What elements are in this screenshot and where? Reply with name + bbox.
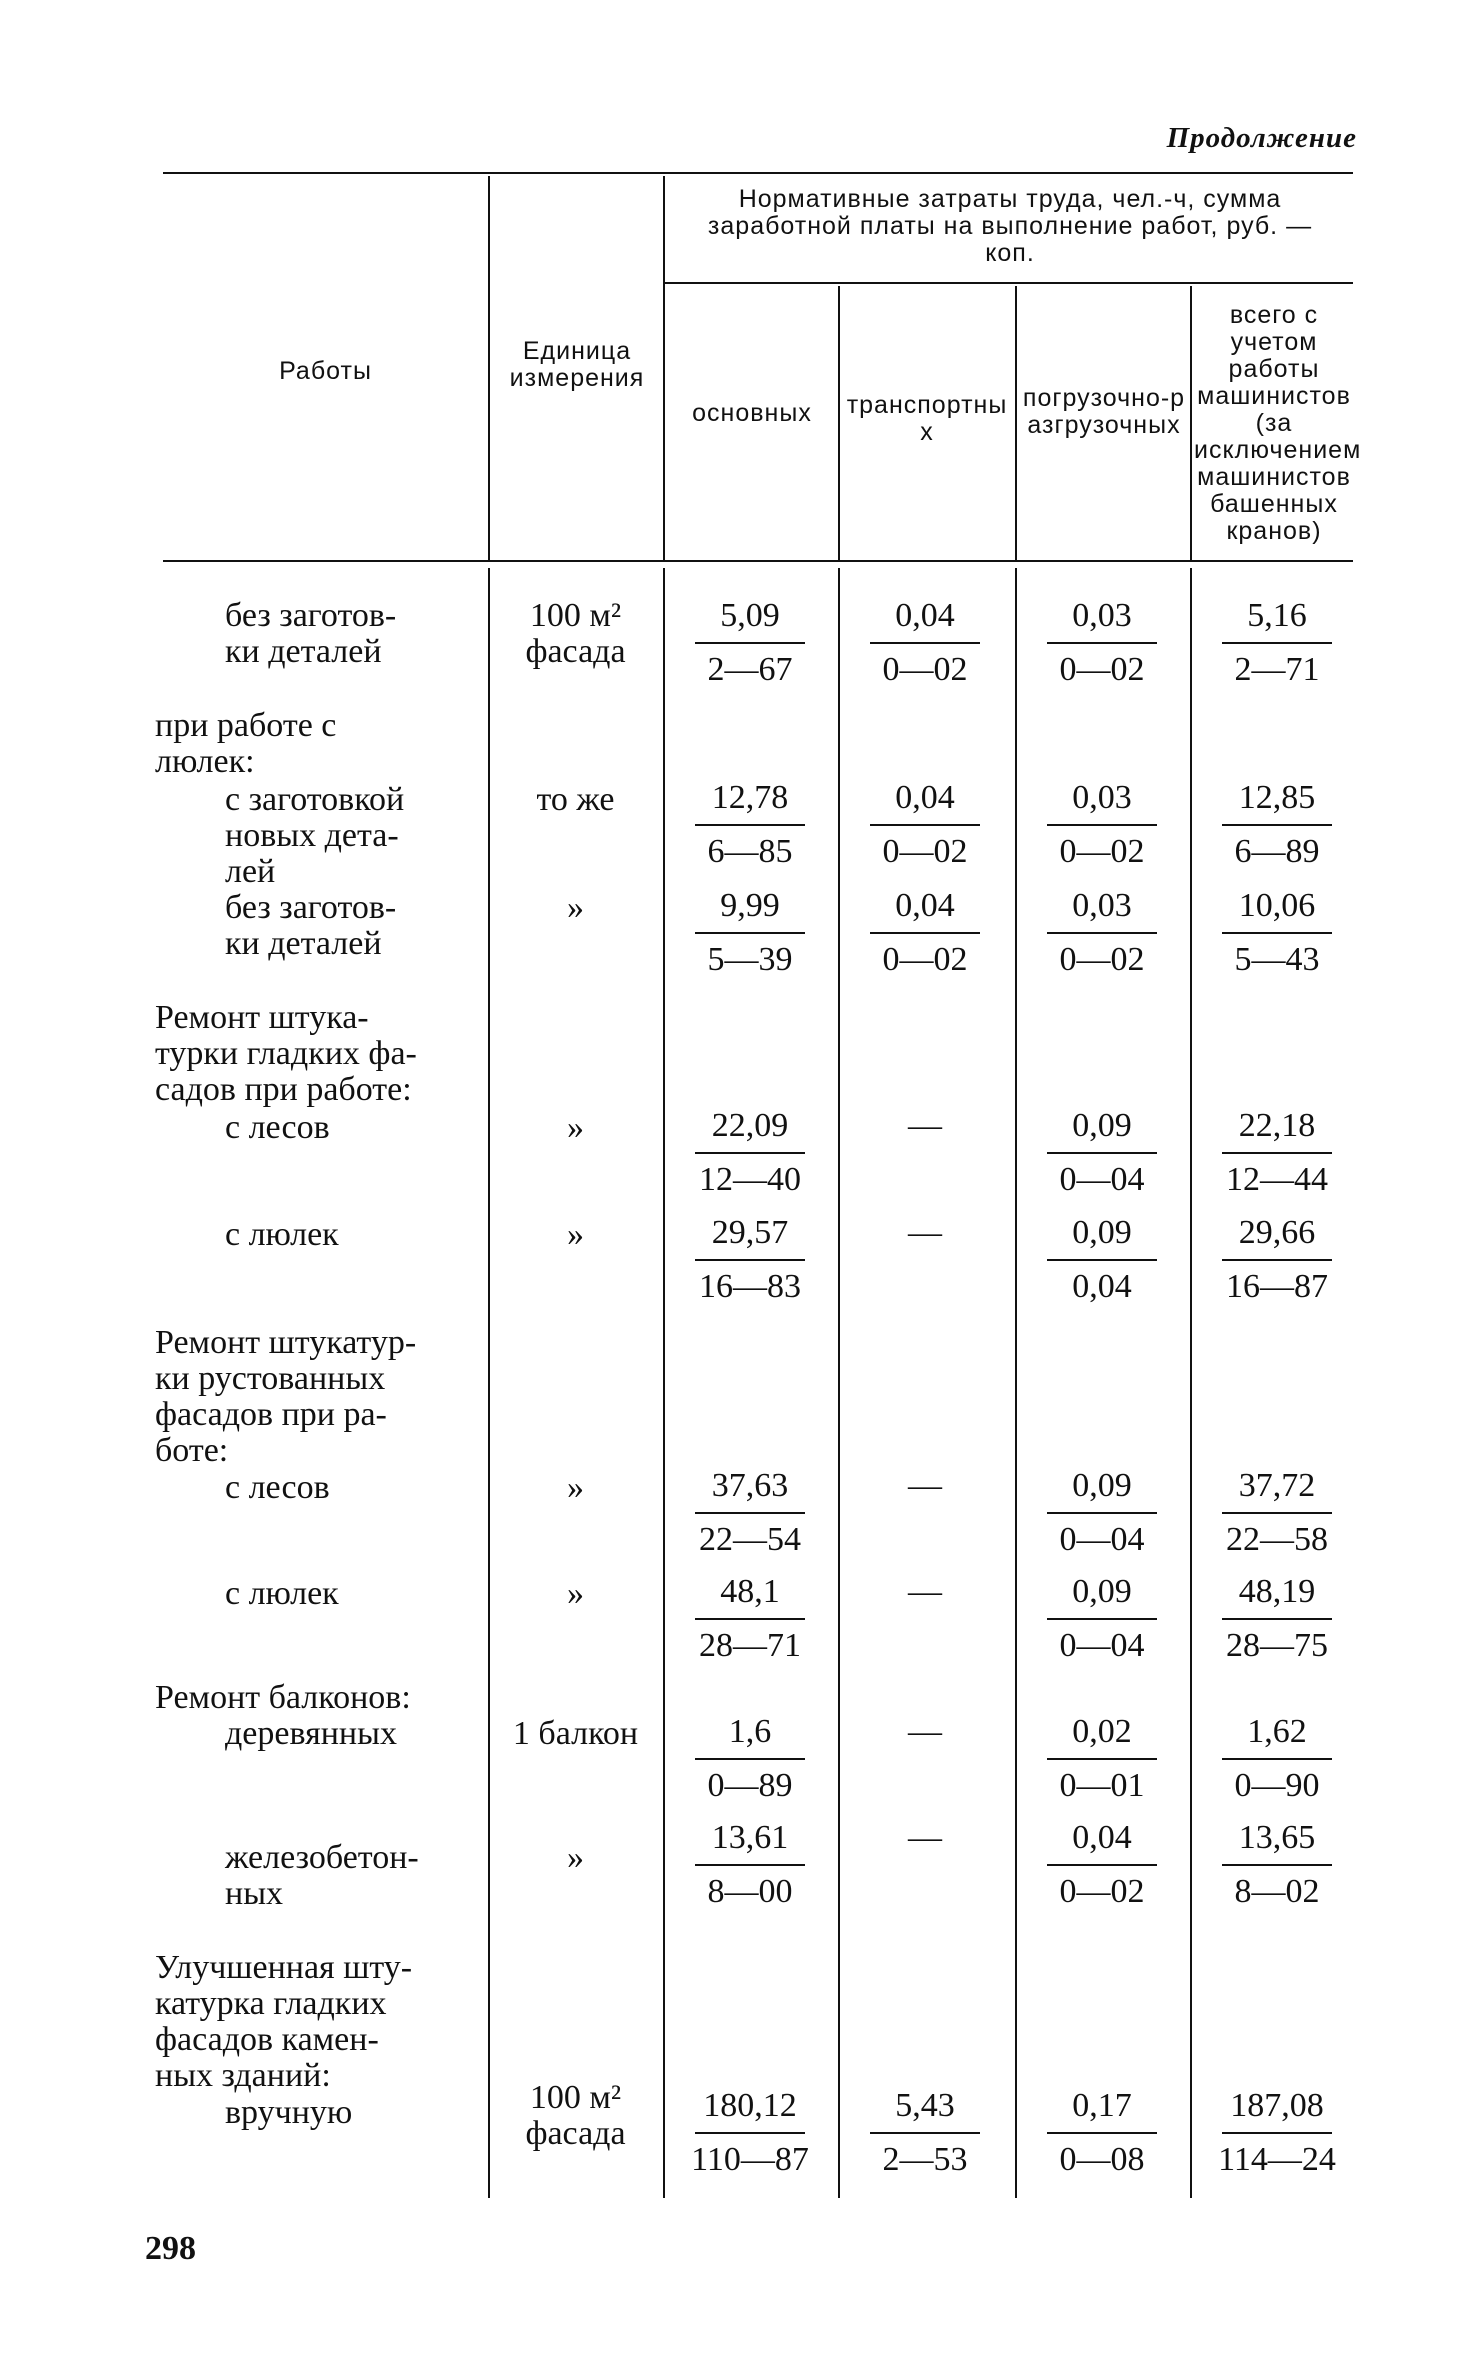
labor-hours: 37,72 xyxy=(1238,1467,1316,1504)
basic-value xyxy=(665,772,835,878)
wage-amount: 0—02 xyxy=(1059,833,1145,870)
wage-amount: 12—40 xyxy=(699,1161,801,1198)
loading-value xyxy=(1017,1460,1187,1566)
basic-value xyxy=(665,880,835,986)
transport-value xyxy=(840,2080,1010,2186)
labor-hours: 0,04 xyxy=(895,597,955,634)
labor-hours: 0,09 xyxy=(1072,1214,1132,1251)
wage-amount: 2—67 xyxy=(707,651,793,688)
col-rule-4 xyxy=(1015,286,1017,560)
header-transport: транспортных xyxy=(846,391,1008,446)
loading-value xyxy=(1017,772,1187,878)
labor-hours: 180,12 xyxy=(703,2087,797,2124)
transport-value: — xyxy=(908,1819,942,1856)
loading-value xyxy=(1017,590,1187,696)
labor-hours: 0,03 xyxy=(1072,597,1132,634)
labor-hours: 5,16 xyxy=(1247,597,1307,634)
wage-amount: 6—89 xyxy=(1234,833,1320,870)
labor-hours: 0,04 xyxy=(895,887,955,924)
wage-amount: 2—71 xyxy=(1234,651,1320,688)
total-value xyxy=(1192,2080,1362,2186)
top-rule xyxy=(163,172,1353,174)
loading-value xyxy=(1017,1706,1187,1812)
col-rule-2 xyxy=(663,176,665,560)
header-unit: Единица измерения xyxy=(509,337,645,392)
header-basic: основных xyxy=(692,399,812,427)
loading-value xyxy=(1017,880,1187,986)
wage-amount: 5—39 xyxy=(707,941,793,978)
labor-hours: 0,04 xyxy=(895,779,955,816)
col-rule-3 xyxy=(838,286,840,560)
transport-value: — xyxy=(908,1467,942,1504)
transport-value xyxy=(840,880,1010,986)
wage-amount: 0—02 xyxy=(882,941,968,978)
labor-hours: 48,1 xyxy=(720,1573,780,1610)
loading-value xyxy=(1017,1566,1187,1672)
labor-hours: 12,78 xyxy=(711,779,789,816)
work-line: железобетон- xyxy=(225,1839,419,1876)
header-sub-rule xyxy=(665,282,1353,284)
labor-hours: 5,09 xyxy=(720,597,780,634)
header-bottom-rule xyxy=(163,560,1353,562)
labor-hours: 12,85 xyxy=(1238,779,1316,816)
work-cell xyxy=(225,1716,475,1752)
work-line: с заготовкой xyxy=(225,781,405,818)
work-line: ки деталей xyxy=(225,633,382,670)
work-cell xyxy=(155,708,475,780)
wage-amount: 0—04 xyxy=(1059,1161,1145,1198)
basic-value xyxy=(665,1100,835,1206)
wage-amount: 22—58 xyxy=(1226,1521,1328,1558)
work-line: с люлек xyxy=(225,1575,339,1612)
wage-amount: 12—44 xyxy=(1226,1161,1328,1198)
work-cell xyxy=(225,2095,475,2131)
work-line: Ремонт штука- xyxy=(155,999,369,1036)
work-cell xyxy=(225,1840,475,1912)
wage-amount: 28—71 xyxy=(699,1627,801,1664)
labor-hours: 0,09 xyxy=(1072,1467,1132,1504)
basic-value xyxy=(665,1460,835,1566)
work-line: ных зданий: xyxy=(155,2057,331,2094)
work-line: с люлек xyxy=(225,1216,339,1253)
work-cell xyxy=(225,1217,475,1253)
work-line: без заготов- xyxy=(225,597,397,634)
wage-amount: 5—43 xyxy=(1234,941,1320,978)
transport-value: — xyxy=(908,1713,942,1750)
header-norm: Нормативные затраты труда, чел.-ч, сумма заработной платы на выполнение работ, руб. — коп. xyxy=(707,185,1313,267)
labor-hours: 5,43 xyxy=(895,2087,955,2124)
labor-hours: 1,62 xyxy=(1247,1713,1307,1750)
labor-hours: 13,61 xyxy=(711,1819,789,1856)
header-loading: погрузочно-разгрузочных xyxy=(1022,384,1186,439)
transport-value: — xyxy=(908,1214,942,1251)
loading-value xyxy=(1017,1207,1187,1313)
work-cell xyxy=(225,1110,475,1146)
labor-hours: 22,18 xyxy=(1238,1107,1316,1144)
total-value xyxy=(1192,1706,1362,1812)
work-line: с лесов xyxy=(225,1469,330,1506)
labor-hours: 0,09 xyxy=(1072,1573,1132,1610)
labor-hours: 22,09 xyxy=(711,1107,789,1144)
work-line: ки деталей xyxy=(225,925,382,962)
labor-hours: 29,66 xyxy=(1238,1214,1316,1251)
total-value xyxy=(1192,1566,1362,1672)
work-cell xyxy=(225,782,475,890)
wage-amount: 0—01 xyxy=(1059,1767,1145,1804)
work-cell xyxy=(225,1470,475,1506)
labor-hours: 1,6 xyxy=(728,1713,772,1750)
labor-hours: 37,63 xyxy=(711,1467,789,1504)
total-value xyxy=(1192,880,1362,986)
header-works: Работы xyxy=(279,357,372,385)
wage-amount: 6—85 xyxy=(707,833,793,870)
wage-amount: 0—02 xyxy=(882,651,968,688)
work-line: Ремонт балконов: xyxy=(155,1679,411,1716)
labor-hours: 0,02 xyxy=(1072,1713,1132,1750)
wage-amount: 28—75 xyxy=(1226,1627,1328,1664)
unit-cell: 1 балкон xyxy=(512,1715,639,1752)
wage-amount: 0—02 xyxy=(1059,1873,1145,1910)
wage-amount: 0,04 xyxy=(1072,1268,1132,1305)
work-line: ных xyxy=(225,1875,284,1912)
wage-amount: 2—53 xyxy=(882,2141,968,2178)
work-line: Ремонт штукатур- xyxy=(155,1324,417,1361)
wage-amount: 110—87 xyxy=(691,2141,809,2178)
work-cell xyxy=(155,1950,475,2094)
unit-cell: 100 м² фасада xyxy=(525,597,626,670)
wage-amount: 0—90 xyxy=(1234,1767,1320,1804)
total-value xyxy=(1192,772,1362,878)
basic-value xyxy=(665,1207,835,1313)
transport-value xyxy=(840,772,1010,878)
basic-value xyxy=(665,2080,835,2186)
wage-amount: 16—87 xyxy=(1226,1268,1328,1305)
labor-hours: 48,19 xyxy=(1238,1573,1316,1610)
work-line: Улучшенная шту- xyxy=(155,1949,413,1986)
wage-amount: 114—24 xyxy=(1218,2141,1336,2178)
work-cell xyxy=(155,1680,475,1716)
labor-hours: 0,03 xyxy=(1072,779,1132,816)
work-cell xyxy=(225,1576,475,1612)
basic-value xyxy=(665,1812,835,1918)
work-line: катурка гладких xyxy=(155,1985,387,2022)
work-line: деревянных xyxy=(225,1715,397,1752)
wage-amount: 16—83 xyxy=(699,1268,801,1305)
loading-value xyxy=(1017,1100,1187,1206)
wage-amount: 8—00 xyxy=(707,1873,793,1910)
unit-cell: » xyxy=(567,1575,584,1612)
labor-hours: 0,04 xyxy=(1072,1819,1132,1856)
labor-hours: 9,99 xyxy=(720,887,780,924)
header-total: всего с учетом работы машинистов (за исключением машинистов башенных кранов) xyxy=(1194,301,1362,545)
work-line: при работе с xyxy=(155,707,337,744)
labor-hours: 0,17 xyxy=(1072,2087,1132,2124)
unit-cell: » xyxy=(567,1839,584,1876)
labor-hours: 187,08 xyxy=(1230,2087,1324,2124)
work-line: вручную xyxy=(225,2094,353,2131)
transport-value xyxy=(840,590,1010,696)
unit-cell: » xyxy=(567,1109,584,1146)
unit-cell: то же xyxy=(536,781,615,818)
work-cell xyxy=(225,598,475,670)
wage-amount: 0—02 xyxy=(882,833,968,870)
wage-amount: 0—89 xyxy=(707,1767,793,1804)
loading-value xyxy=(1017,1812,1187,1918)
total-value xyxy=(1192,1812,1362,1918)
labor-hours: 10,06 xyxy=(1238,887,1316,924)
total-value xyxy=(1192,1460,1362,1566)
loading-value xyxy=(1017,2080,1187,2186)
basic-value xyxy=(665,1566,835,1672)
work-line: с лесов xyxy=(225,1109,330,1146)
unit-cell: » xyxy=(567,1216,584,1253)
wage-amount: 0—02 xyxy=(1059,941,1145,978)
wage-amount: 0—02 xyxy=(1059,651,1145,688)
work-line: без заготов- xyxy=(225,889,397,926)
page-number: 298 xyxy=(145,2230,196,2267)
transport-value: — xyxy=(908,1573,942,1610)
wage-amount: 0—08 xyxy=(1059,2141,1145,2178)
unit-cell: 100 м² фасада xyxy=(525,2079,626,2152)
labor-hours: 0,09 xyxy=(1072,1107,1132,1144)
basic-value xyxy=(665,590,835,696)
transport-value: — xyxy=(908,1107,942,1144)
labor-hours: 0,03 xyxy=(1072,887,1132,924)
total-value xyxy=(1192,1207,1362,1313)
unit-cell: » xyxy=(567,1469,584,1506)
col-rule-1 xyxy=(488,176,490,560)
unit-cell: » xyxy=(567,889,584,926)
work-cell xyxy=(225,890,475,962)
col-rule-5 xyxy=(1190,286,1192,560)
work-line: фасадов камен- xyxy=(155,2021,379,2058)
work-line: ки рустованных xyxy=(155,1360,386,1397)
total-value xyxy=(1192,1100,1362,1206)
work-line: боте: xyxy=(155,1432,229,1469)
labor-hours: 29,57 xyxy=(711,1214,789,1251)
total-value xyxy=(1192,590,1362,696)
work-line: лей xyxy=(225,853,276,890)
work-cell xyxy=(155,1000,475,1108)
wage-amount: 22—54 xyxy=(699,1521,801,1558)
continuation-label: Продолжение xyxy=(1166,122,1357,154)
work-line: садов при работе: xyxy=(155,1071,412,1108)
work-cell xyxy=(155,1325,475,1469)
work-line: фасадов при ра- xyxy=(155,1396,387,1433)
wage-amount: 8—02 xyxy=(1234,1873,1320,1910)
work-line: новых дета- xyxy=(225,817,399,854)
wage-amount: 0—04 xyxy=(1059,1627,1145,1664)
work-line: турки гладких фа- xyxy=(155,1035,417,1072)
wage-amount: 0—04 xyxy=(1059,1521,1145,1558)
basic-value xyxy=(665,1706,835,1812)
labor-hours: 13,65 xyxy=(1238,1819,1316,1856)
work-line: люлек: xyxy=(155,743,255,780)
